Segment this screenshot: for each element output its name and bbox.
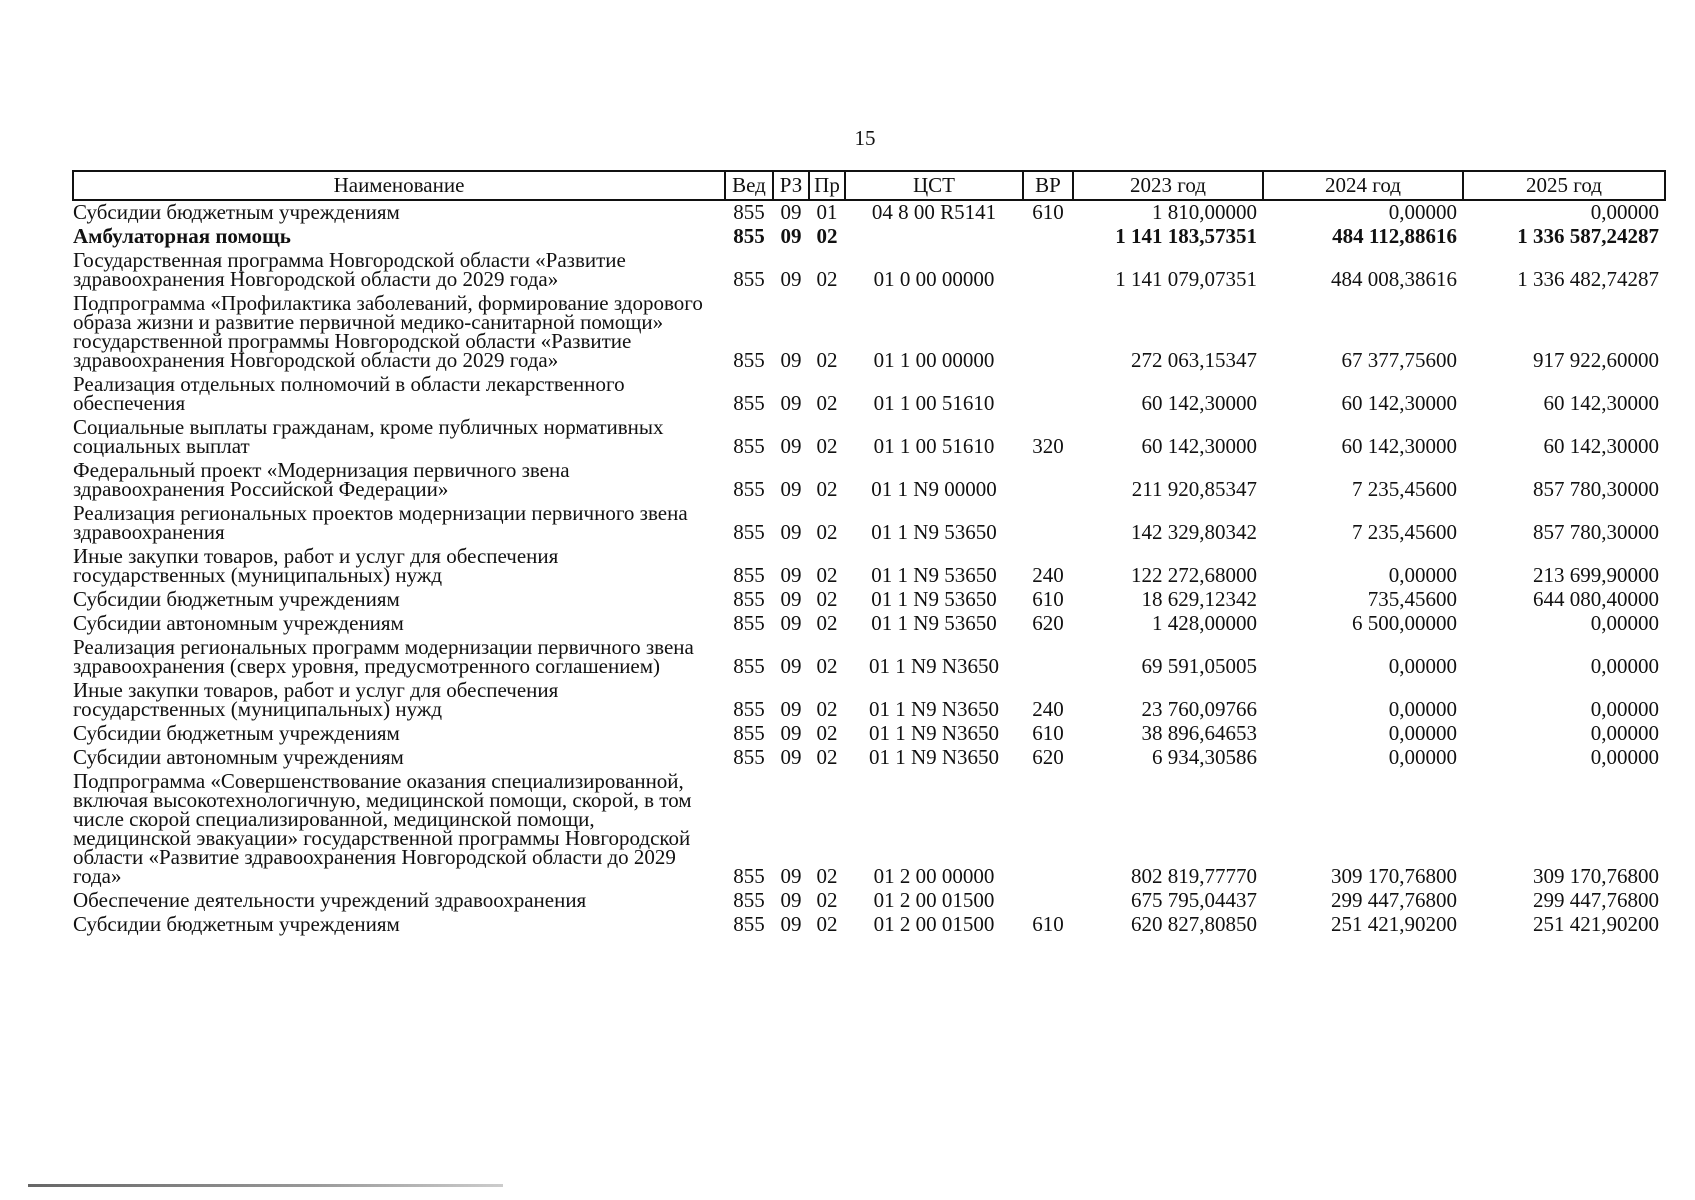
cell-name: Субсидии автономным учреждениям xyxy=(73,745,404,769)
cell-cst: 01 1 N9 53650 xyxy=(871,563,997,587)
cell-cst: 01 2 00 00000 xyxy=(873,864,995,888)
cell-name: Реализация отдельных полномочий в области лекарственного обеспечения xyxy=(73,372,625,415)
cell-cst: 01 1 N9 N3650 xyxy=(868,697,1000,721)
cell-cst: 01 2 00 01500 xyxy=(873,912,995,936)
cell-2024: 0,00000 xyxy=(1388,697,1457,721)
cell-2023: 1 141 079,07351 xyxy=(1115,267,1257,291)
cell-2024: 484 008,38616 xyxy=(1331,267,1457,291)
cell-ved: 855 xyxy=(733,224,765,248)
cell-rz: 09 xyxy=(780,348,802,372)
cell-cst: 01 1 N9 N3650 xyxy=(868,745,1000,769)
scan-artifact-line xyxy=(28,1184,503,1187)
header-ved: Вед xyxy=(725,171,773,200)
cell-vr: 610 xyxy=(1032,587,1064,611)
cell-pr: 02 xyxy=(816,654,838,678)
table-row xyxy=(73,249,1665,292)
table-row xyxy=(73,416,1665,459)
cell-2023: 6 934,30586 xyxy=(1152,745,1257,769)
cell-2024: 7 235,45600 xyxy=(1352,520,1457,544)
cell-2024: 0,00000 xyxy=(1388,200,1457,224)
cell-ved: 855 xyxy=(733,587,765,611)
cell-ved: 855 xyxy=(733,912,765,936)
cell-ved: 855 xyxy=(733,520,765,544)
table-header xyxy=(73,171,1665,200)
cell-ved: 855 xyxy=(733,745,765,769)
cell-2024: 309 170,76800 xyxy=(1331,864,1457,888)
cell-vr xyxy=(1023,502,1073,545)
cell-2025: 299 447,76800 xyxy=(1533,888,1659,912)
cell-rz: 09 xyxy=(780,200,802,224)
cell-rz: 09 xyxy=(780,912,802,936)
cell-pr: 02 xyxy=(816,888,838,912)
header-rz: РЗ xyxy=(773,171,809,200)
cell-cst: 01 1 N9 N3650 xyxy=(868,721,1000,745)
cell-name: Социальные выплаты гражданам, кроме публичных нормативных социальных выплат xyxy=(73,415,664,458)
cell-name: Субсидии бюджетным учреждениям xyxy=(73,200,400,224)
cell-2024: 251 421,90200 xyxy=(1331,912,1457,936)
cell-vr: 620 xyxy=(1032,611,1064,635)
header-name: Наименование xyxy=(73,171,725,200)
cell-name: Федеральный проект «Модернизация первичного звена здравоохранения Российской Федерации» xyxy=(73,458,570,501)
cell-vr xyxy=(1023,636,1073,679)
budget-table xyxy=(72,170,1666,937)
cell-name: Субсидии автономным учреждениям xyxy=(73,611,404,635)
table-row xyxy=(73,612,1665,636)
cell-vr: 620 xyxy=(1032,745,1064,769)
cell-cst: 01 1 N9 N3650 xyxy=(868,654,1000,678)
cell-2025: 309 170,76800 xyxy=(1533,864,1659,888)
budget-table-container xyxy=(72,170,1664,937)
cell-name: Подпрограмма «Совершенствование оказания специализированной, включая высокотехнологичную, медицинской помощи, скорой, в том числе скорой специализированной, медицинской помощи, медицинской эвакуации» государственной программы Новгородской области «Развитие здравоохранения Новгородской области до 2029 года» xyxy=(73,769,692,888)
cell-2023: 675 795,04437 xyxy=(1131,888,1257,912)
cell-name: Иные закупки товаров, работ и услуг для обеспечения государственных (муниципальных) нужд xyxy=(73,678,559,721)
cell-2024: 0,00000 xyxy=(1388,745,1457,769)
cell-cst: 01 2 00 01500 xyxy=(873,888,995,912)
cell-pr: 02 xyxy=(816,587,838,611)
cell-vr xyxy=(1023,373,1073,416)
cell-2025: 1 336 587,24287 xyxy=(1517,224,1659,248)
page-number: 15 xyxy=(854,126,876,150)
cell-ved: 855 xyxy=(733,391,765,415)
cell-2025: 0,00000 xyxy=(1590,697,1659,721)
cell-2025: 0,00000 xyxy=(1590,654,1659,678)
cell-name: Государственная программа Новгородской области «Развитие здравоохранения Новгородской области до 2029 года» xyxy=(73,248,626,291)
cell-pr: 02 xyxy=(816,391,838,415)
cell-rz: 09 xyxy=(780,563,802,587)
cell-ved: 855 xyxy=(733,563,765,587)
cell-rz: 09 xyxy=(780,745,802,769)
cell-cst: 01 1 00 51610 xyxy=(873,434,995,458)
cell-2023: 60 142,30000 xyxy=(1141,391,1257,415)
cell-2025: 0,00000 xyxy=(1590,721,1659,745)
cell-name: Субсидии бюджетным учреждениям xyxy=(73,587,400,611)
cell-rz: 09 xyxy=(780,721,802,745)
cell-2023: 60 142,30000 xyxy=(1141,434,1257,458)
cell-2024: 6 500,00000 xyxy=(1352,611,1457,635)
cell-2023: 23 760,09766 xyxy=(1141,697,1257,721)
cell-pr: 01 xyxy=(816,200,838,224)
cell-pr: 02 xyxy=(816,745,838,769)
table-row xyxy=(73,913,1665,937)
cell-cst: 01 1 00 51610 xyxy=(873,391,995,415)
cell-2025: 1 336 482,74287 xyxy=(1517,267,1659,291)
cell-2025: 213 699,90000 xyxy=(1533,563,1659,587)
cell-cst: 01 1 N9 53650 xyxy=(871,587,997,611)
cell-2024: 7 235,45600 xyxy=(1352,477,1457,501)
cell-2023: 1 141 183,57351 xyxy=(1115,224,1257,248)
table-row xyxy=(73,889,1665,913)
cell-2025: 251 421,90200 xyxy=(1533,912,1659,936)
table-row xyxy=(73,292,1665,373)
cell-name: Реализация региональных программ модернизации первичного звена здравоохранения (сверх уровня, предусмотренного соглашением) xyxy=(73,635,694,678)
cell-rz: 09 xyxy=(780,477,802,501)
cell-vr: 610 xyxy=(1032,200,1064,224)
cell-2025: 857 780,30000 xyxy=(1533,520,1659,544)
header-vr: ВР xyxy=(1023,171,1073,200)
cell-ved: 855 xyxy=(733,348,765,372)
cell-pr: 02 xyxy=(816,611,838,635)
cell-2024: 735,45600 xyxy=(1367,587,1457,611)
cell-ved: 855 xyxy=(733,888,765,912)
cell-2025: 917 922,60000 xyxy=(1533,348,1659,372)
cell-pr: 02 xyxy=(816,721,838,745)
cell-cst: 01 1 N9 53650 xyxy=(871,520,997,544)
cell-2023: 122 272,68000 xyxy=(1131,563,1257,587)
cell-2025: 857 780,30000 xyxy=(1533,477,1659,501)
cell-cst: 01 1 N9 00000 xyxy=(871,477,997,501)
cell-2025: 644 080,40000 xyxy=(1533,587,1659,611)
table-row xyxy=(73,373,1665,416)
cell-name: Субсидии бюджетным учреждениям xyxy=(73,721,400,745)
cell-2024: 60 142,30000 xyxy=(1341,434,1457,458)
cell-2025: 60 142,30000 xyxy=(1543,391,1659,415)
cell-vr xyxy=(1023,249,1073,292)
table-row xyxy=(73,679,1665,722)
table-body xyxy=(73,200,1665,937)
cell-ved: 855 xyxy=(733,477,765,501)
cell-vr: 320 xyxy=(1032,434,1064,458)
cell-2024: 0,00000 xyxy=(1388,563,1457,587)
cell-cst: 04 8 00 R5141 xyxy=(871,200,997,224)
cell-rz: 09 xyxy=(780,391,802,415)
cell-2023: 1 428,00000 xyxy=(1152,611,1257,635)
cell-cst: 01 0 00 00000 xyxy=(873,267,995,291)
cell-ved: 855 xyxy=(733,611,765,635)
cell-2025: 0,00000 xyxy=(1590,200,1659,224)
header-pr: Пр xyxy=(809,171,845,200)
cell-rz: 09 xyxy=(780,611,802,635)
cell-rz: 09 xyxy=(780,224,802,248)
header-2023: 2023 год xyxy=(1073,171,1263,200)
cell-ved: 855 xyxy=(733,200,765,224)
table-row xyxy=(73,225,1665,249)
cell-pr: 02 xyxy=(816,348,838,372)
table-row xyxy=(73,545,1665,588)
cell-2023: 802 819,77770 xyxy=(1131,864,1257,888)
cell-rz: 09 xyxy=(780,267,802,291)
cell-pr: 02 xyxy=(816,864,838,888)
cell-vr: 240 xyxy=(1032,697,1064,721)
cell-rz: 09 xyxy=(780,587,802,611)
cell-vr xyxy=(1023,770,1073,889)
cell-2025: 0,00000 xyxy=(1590,745,1659,769)
table-row xyxy=(73,722,1665,746)
table-row xyxy=(73,636,1665,679)
cell-2023: 272 063,15347 xyxy=(1131,348,1257,372)
cell-rz: 09 xyxy=(780,654,802,678)
cell-vr xyxy=(1023,889,1073,913)
cell-2023: 142 329,80342 xyxy=(1131,520,1257,544)
cell-cst xyxy=(845,225,1023,249)
cell-name: Подпрограмма «Профилактика заболеваний, формирование здорового образа жизни и развитие первичной медико-санитарной помощи» государственной программы Новгородской области «Развитие здравоохранения Новгородской области до 2029 года» xyxy=(73,291,703,372)
cell-ved: 855 xyxy=(733,434,765,458)
cell-vr xyxy=(1023,292,1073,373)
cell-pr: 02 xyxy=(816,697,838,721)
cell-rz: 09 xyxy=(780,888,802,912)
table-row xyxy=(73,200,1665,225)
cell-2024: 0,00000 xyxy=(1388,654,1457,678)
header-2024: 2024 год xyxy=(1263,171,1463,200)
cell-pr: 02 xyxy=(816,224,838,248)
table-row xyxy=(73,502,1665,545)
table-row xyxy=(73,746,1665,770)
table-row xyxy=(73,770,1665,889)
cell-cst: 01 1 00 00000 xyxy=(873,348,995,372)
cell-rz: 09 xyxy=(780,434,802,458)
cell-pr: 02 xyxy=(816,477,838,501)
cell-pr: 02 xyxy=(816,267,838,291)
cell-vr xyxy=(1023,459,1073,502)
cell-ved: 855 xyxy=(733,721,765,745)
cell-name: Реализация региональных проектов модернизации первичного звена здравоохранения xyxy=(73,501,688,544)
cell-pr: 02 xyxy=(816,912,838,936)
cell-2023: 18 629,12342 xyxy=(1141,587,1257,611)
cell-2025: 0,00000 xyxy=(1590,611,1659,635)
cell-2023: 211 920,85347 xyxy=(1131,477,1257,501)
cell-cst: 01 1 N9 53650 xyxy=(871,611,997,635)
cell-2023: 620 827,80850 xyxy=(1131,912,1257,936)
cell-2024: 67 377,75600 xyxy=(1341,348,1457,372)
cell-vr: 610 xyxy=(1032,721,1064,745)
cell-2025: 60 142,30000 xyxy=(1543,434,1659,458)
cell-rz: 09 xyxy=(780,697,802,721)
cell-pr: 02 xyxy=(816,434,838,458)
cell-name: Субсидии бюджетным учреждениям xyxy=(73,912,400,936)
cell-vr: 610 xyxy=(1032,912,1064,936)
table-row xyxy=(73,459,1665,502)
cell-2023: 38 896,64653 xyxy=(1141,721,1257,745)
cell-2024: 0,00000 xyxy=(1388,721,1457,745)
cell-pr: 02 xyxy=(816,520,838,544)
cell-2024: 60 142,30000 xyxy=(1341,391,1457,415)
cell-pr: 02 xyxy=(816,563,838,587)
cell-rz: 09 xyxy=(780,520,802,544)
cell-rz: 09 xyxy=(780,864,802,888)
cell-ved: 855 xyxy=(733,654,765,678)
cell-2023: 1 810,00000 xyxy=(1152,200,1257,224)
cell-2023: 69 591,05005 xyxy=(1141,654,1257,678)
cell-ved: 855 xyxy=(733,864,765,888)
table-row xyxy=(73,588,1665,612)
cell-2024: 299 447,76800 xyxy=(1331,888,1457,912)
cell-name: Амбулаторная помощь xyxy=(73,224,291,248)
cell-name: Иные закупки товаров, работ и услуг для обеспечения государственных (муниципальных) нужд xyxy=(73,544,559,587)
cell-vr: 240 xyxy=(1032,563,1064,587)
header-2025: 2025 год xyxy=(1463,171,1665,200)
cell-2024: 484 112,88616 xyxy=(1332,224,1457,248)
cell-ved: 855 xyxy=(733,267,765,291)
header-cst: ЦСТ xyxy=(845,171,1023,200)
cell-ved: 855 xyxy=(733,697,765,721)
cell-vr xyxy=(1023,225,1073,249)
cell-name: Обеспечение деятельности учреждений здравоохранения xyxy=(73,888,587,912)
